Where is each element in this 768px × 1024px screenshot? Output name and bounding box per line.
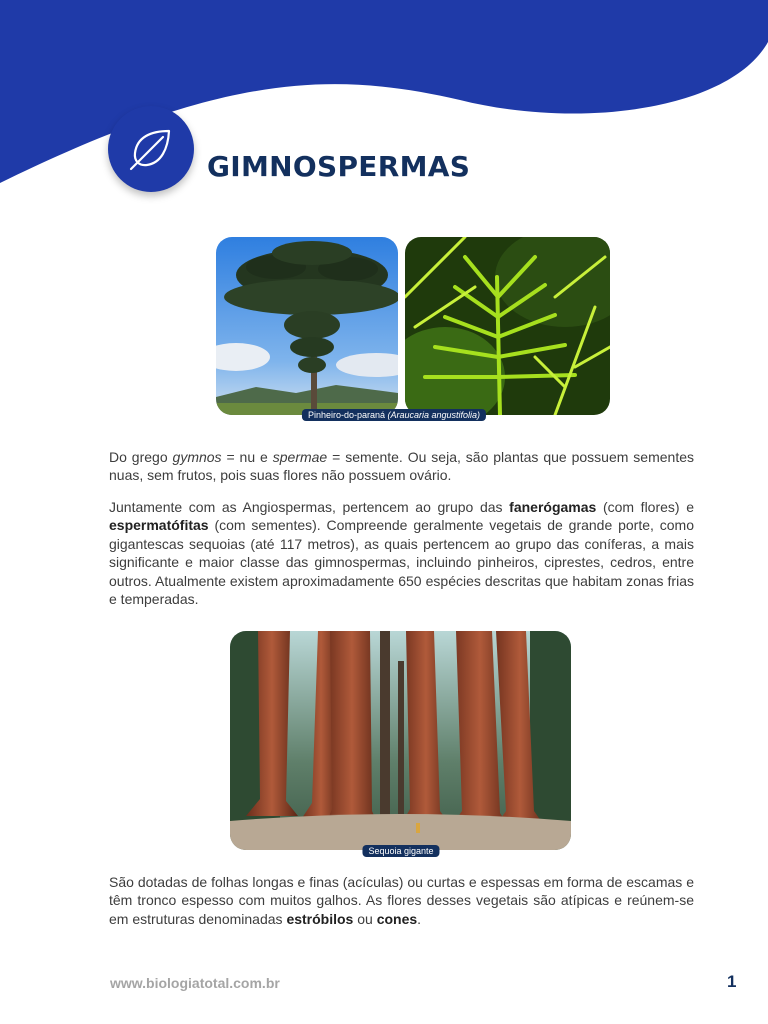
paragraph-morphology <box>109 873 694 928</box>
paragraph-classification <box>109 498 694 608</box>
figure1-caption-common: Pinheiro-do-paraná <box>307 410 388 420</box>
page-number: 1 <box>727 972 737 991</box>
term-espermatofitas: espermatófitas <box>109 517 209 534</box>
page-title: GIMNOSPERMAS <box>207 150 471 183</box>
term-gymnos: gymnos <box>172 449 222 465</box>
leaf-badge <box>108 106 194 192</box>
term-spermae: spermae <box>272 449 328 465</box>
figure2-caption: Sequoia gigante <box>362 845 439 857</box>
term-cones: cones <box>376 910 418 927</box>
araucaria-branch-photo <box>405 237 610 415</box>
paragraph3-text-1: São dotadas de folhas longas e finas (acículas) ou curtas e espessas em forma de escamas e têm tronco espesso com muitos galhos. As flores desses vegetais são atípicas e reúnem-se em estruturas denominadas <box>109 874 694 927</box>
leaf-icon <box>125 123 177 175</box>
paragraph2-text-1: Juntamente com as Angiospermas, pertencem ao grupo das <box>109 499 510 515</box>
paragraph1-text-1: Do grego <box>109 449 173 465</box>
paragraph2-text-3: (com sementes). Compreende geralmente vegetais de grande porte, como gigantescas sequoias (até 117 metros), as quais pertencem ao grupo das coníferas, a mais significante e maior classe das gimnospermas, incluindo pinheiros, ciprestes, cedros, entre outros. Atualmente existem aproximadamente 650 espécies descritas que habitam zonas frias e temperadas. <box>109 517 694 608</box>
footer-website-link[interactable]: www.biologiatotal.com.br <box>110 975 280 991</box>
paragraph3-text-3: . <box>417 910 422 927</box>
paragraph2-text-2: (com flores) e <box>596 499 694 515</box>
paragraph-etymology <box>109 448 694 485</box>
term-fanerogamas: fanerógamas <box>509 499 597 515</box>
araucaria-tree-photo <box>216 237 398 415</box>
term-estrobilos: estróbilos <box>286 910 354 927</box>
figure1-caption-scientific: (Araucaria angustifolia) <box>387 410 481 420</box>
paragraph1-text-2: = nu e <box>221 449 273 465</box>
giant-sequoia-forest-photo <box>230 631 571 850</box>
paragraph1-text-3: = semente. Ou seja, são plantas que possuem sementes nuas, sem frutos, pois suas flores não possuem ovário. <box>109 449 695 484</box>
figure1-caption <box>302 409 486 421</box>
paragraph3-text-2: ou <box>353 910 377 927</box>
